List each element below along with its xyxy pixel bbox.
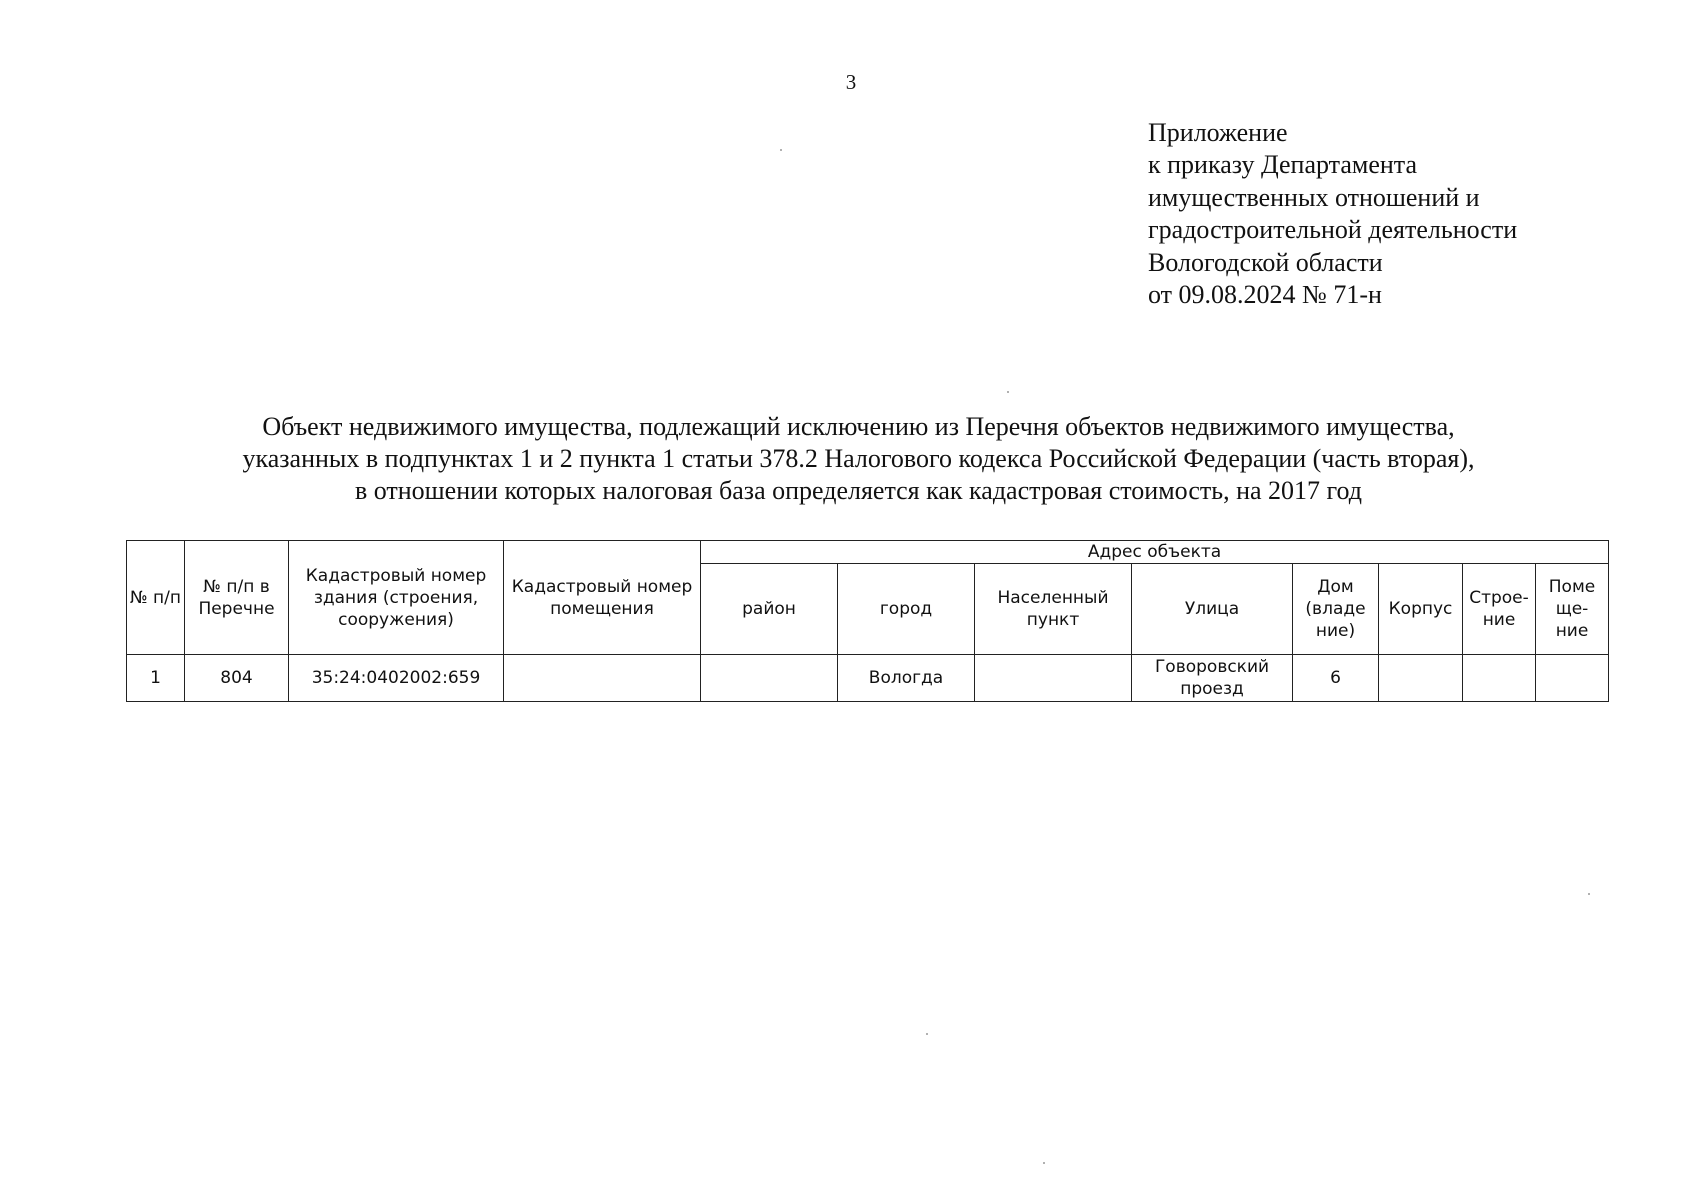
cell-num: 1	[127, 655, 185, 702]
header-street: Улица	[1132, 564, 1293, 655]
header-district: район	[701, 564, 838, 655]
header-num: № п/п	[127, 541, 185, 655]
appendix-block	[1148, 117, 1517, 311]
appendix-line: градостроительной деятельности	[1148, 215, 1518, 245]
cell-list-num: 804	[185, 655, 289, 702]
cell-premises-cadastral	[504, 655, 701, 702]
header-building: Строе- ние	[1463, 564, 1536, 655]
header-settlement: Населенный пункт	[975, 564, 1132, 655]
header-house: Дом (владе ние)	[1293, 564, 1379, 655]
cell-settlement	[975, 655, 1132, 702]
appendix-line: Приложение	[1148, 118, 1288, 147]
cell-korpus	[1379, 655, 1463, 702]
header-room: Поме ще- ние	[1536, 564, 1609, 655]
title-line: указанных в подпунктах 1 и 2 пункта 1 статьи 378.2 Налогового кодекса Российской Федерации (часть вторая),	[242, 444, 1475, 473]
header-building-cadastral: Кадастровый номер здания (строения, сооружения)	[289, 541, 504, 655]
scan-speck	[1588, 893, 1590, 895]
scan-speck	[1043, 1162, 1045, 1164]
appendix-line: Вологодской области	[1148, 247, 1383, 277]
cell-building-cadastral: 35:24:0402002:659	[289, 655, 504, 702]
header-korpus: Корпус	[1379, 564, 1463, 655]
objects-table	[126, 540, 1609, 702]
table-row	[127, 655, 1609, 702]
scan-speck	[1007, 391, 1009, 393]
cell-street: Говоровский проезд	[1132, 655, 1293, 702]
header-address-group: Адрес объекта	[701, 541, 1609, 564]
page-number: 3	[845, 70, 857, 94]
header-city: город	[838, 564, 975, 655]
cell-house: 6	[1293, 655, 1379, 702]
title-line: Объект недвижимого имущества, подлежащий исключению из Перечня объектов недвижимого имущества,	[262, 412, 1455, 441]
cell-room	[1536, 655, 1609, 702]
header-list-num: № п/п в Перечне	[185, 541, 289, 655]
header-premises-cadastral: Кадастровый номер помещения	[504, 541, 701, 655]
appendix-line: к приказу Департамента	[1148, 150, 1418, 180]
header-row	[127, 541, 1609, 564]
cell-city: Вологда	[838, 655, 975, 702]
appendix-line: имущественных отношений и	[1148, 182, 1480, 212]
cell-district	[701, 655, 838, 702]
scan-speck	[780, 149, 782, 151]
cell-building	[1463, 655, 1536, 702]
appendix-line: от 09.08.2024 № 71-н	[1148, 280, 1382, 310]
document-title	[0, 411, 1697, 507]
scan-speck	[926, 1033, 928, 1035]
title-line: в отношении которых налоговая база определяется как кадастровая стоимость, на 2017 год	[354, 476, 1363, 505]
